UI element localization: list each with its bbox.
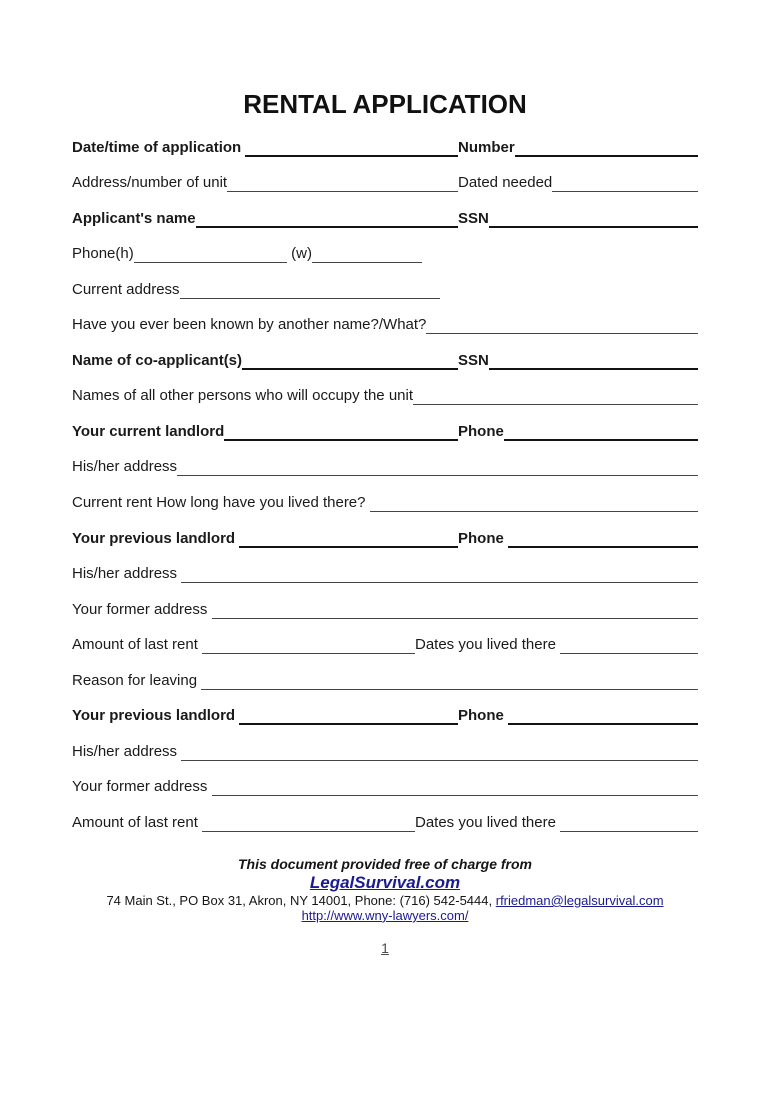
- blank-field-line[interactable]: [242, 351, 458, 370]
- footer-url-line: [72, 908, 698, 923]
- blank-field-line[interactable]: [504, 422, 698, 441]
- blank-field-line[interactable]: [239, 529, 458, 548]
- form-row-5: [72, 273, 698, 309]
- form-row-2-cell: [72, 173, 458, 192]
- form-row-11: [72, 486, 698, 522]
- blank-field-line[interactable]: [212, 777, 698, 796]
- form-row-13: [72, 558, 698, 594]
- form-row-15-cell: [415, 635, 698, 654]
- field-label: Dates you lived there: [415, 636, 561, 654]
- blank-field-line[interactable]: [552, 173, 698, 192]
- form-row-10: [72, 451, 698, 487]
- blank-field-line[interactable]: [413, 386, 698, 405]
- blank-field-line[interactable]: [227, 173, 458, 192]
- form-row-15-cell: [72, 635, 415, 654]
- blank-field-line[interactable]: [177, 457, 698, 476]
- field-label: Phone: [458, 529, 509, 547]
- field-label: His/her address: [72, 742, 182, 760]
- field-label: Address/number of unit: [72, 174, 228, 192]
- footer-address-line: [72, 893, 698, 908]
- form-row-14-cell: [72, 600, 698, 619]
- form-row-17-cell: [458, 706, 698, 725]
- blank-field-line[interactable]: [508, 529, 698, 548]
- field-label: Have you ever been known by another name?/What?: [72, 316, 427, 334]
- form-row-20: [72, 806, 698, 842]
- field-label: Names of all other persons who will occupy the unit: [72, 387, 414, 405]
- form-row-16-cell: [72, 671, 698, 690]
- form-row-1-cell: [72, 138, 458, 157]
- field-label: Your former address: [72, 778, 212, 796]
- footer-email-link[interactable]: rfriedman@legalsurvival.com: [495, 892, 664, 908]
- field-label: (w): [287, 245, 312, 263]
- form-row-2: [72, 167, 698, 203]
- footer-provided-text: This document provided free of charge from: [237, 855, 533, 872]
- form-row-13-cell: [72, 564, 698, 583]
- form-row-4-cell: [72, 244, 287, 263]
- blank-field-line[interactable]: [212, 600, 698, 619]
- form-row-19: [72, 771, 698, 807]
- form-row-7-cell: [458, 351, 698, 370]
- blank-field-line[interactable]: [201, 671, 698, 690]
- form-row-19-cell: [72, 777, 698, 796]
- form-row-1-cell: [458, 138, 698, 157]
- field-label: Dated needed: [458, 174, 553, 192]
- form-row-8: [72, 380, 698, 416]
- page-title: RENTAL APPLICATION: [243, 89, 527, 119]
- field-label: SSN: [458, 351, 489, 369]
- blank-field-line[interactable]: [515, 138, 698, 157]
- blank-field-line[interactable]: [202, 813, 415, 832]
- field-label: Phone(h): [72, 245, 134, 263]
- blank-field-line[interactable]: [489, 351, 698, 370]
- form-row-6-cell: [72, 315, 698, 334]
- blank-field-line[interactable]: [508, 706, 698, 725]
- form-row-9-cell: [458, 422, 698, 441]
- blank-field-line[interactable]: [181, 564, 698, 583]
- blank-field-line[interactable]: [134, 244, 287, 263]
- field-label: Applicant's name: [72, 209, 196, 227]
- form-row-4: [72, 238, 698, 274]
- footer-site-link[interactable]: LegalSurvival.com: [309, 872, 461, 892]
- form-row-3-cell: [72, 209, 458, 228]
- form-row-11-cell: [72, 493, 698, 512]
- form-row-4-cell: [287, 244, 422, 263]
- form-row-12-cell: [458, 529, 698, 548]
- field-label: His/her address: [72, 565, 182, 583]
- footer-url-link[interactable]: http://www.wny-lawyers.com/: [301, 907, 469, 923]
- form-row-8-cell: [72, 386, 698, 405]
- form-row-20-cell: [415, 813, 698, 832]
- blank-field-line[interactable]: [202, 635, 415, 654]
- blank-field-line[interactable]: [370, 493, 698, 512]
- field-label: Date/time of application: [72, 138, 246, 156]
- field-label: Reason for leaving: [72, 671, 202, 689]
- document-page: [0, 90, 770, 956]
- blank-field-line[interactable]: [245, 138, 458, 157]
- field-label: Phone: [458, 707, 509, 725]
- blank-field-line[interactable]: [224, 422, 458, 441]
- form-row-18-cell: [72, 742, 698, 761]
- field-label: Phone: [458, 422, 504, 440]
- form-row-9-cell: [72, 422, 458, 441]
- field-label: Your current landlord: [72, 422, 225, 440]
- blank-field-line[interactable]: [560, 813, 698, 832]
- form-row-12-cell: [72, 529, 458, 548]
- blank-field-line[interactable]: [560, 635, 698, 654]
- footer: [72, 856, 698, 923]
- field-label: Dates you lived there: [415, 813, 561, 831]
- field-label: Amount of last rent: [72, 813, 203, 831]
- form-row-1: [72, 131, 698, 167]
- blank-field-line[interactable]: [426, 315, 698, 334]
- form-row-3-cell: [458, 209, 698, 228]
- form-rows: [72, 131, 698, 842]
- field-label: Current rent How long have you lived there?: [72, 494, 370, 512]
- field-label: Your previous landlord: [72, 529, 240, 547]
- form-row-16: [72, 664, 698, 700]
- footer-address-text: 74 Main St., PO Box 31, Akron, NY 14001, Phone: (716) 542-5444,: [106, 892, 496, 908]
- blank-field-line[interactable]: [196, 209, 458, 228]
- form-row-17-cell: [72, 706, 458, 725]
- field-label: Number: [458, 138, 515, 156]
- form-row-15: [72, 629, 698, 665]
- form-row-9: [72, 415, 698, 451]
- form-row-18: [72, 735, 698, 771]
- form-row-7-cell: [72, 351, 458, 370]
- form-row-7: [72, 344, 698, 380]
- form-row-12: [72, 522, 698, 558]
- blank-field-line[interactable]: [239, 706, 458, 725]
- blank-field-line[interactable]: [180, 280, 440, 299]
- page-number: 1: [381, 939, 389, 956]
- form-row-10-cell: [72, 457, 698, 476]
- form-row-20-cell: [72, 813, 415, 832]
- form-row-2-cell: [458, 173, 698, 192]
- blank-field-line[interactable]: [181, 742, 698, 761]
- form-row-5-cell: [72, 280, 440, 299]
- field-label: His/her address: [72, 458, 178, 476]
- field-label: Name of co-applicant(s): [72, 351, 243, 369]
- form-row-3: [72, 202, 698, 238]
- field-label: Amount of last rent: [72, 636, 203, 654]
- blank-field-line[interactable]: [489, 209, 698, 228]
- field-label: Your former address: [72, 600, 212, 618]
- form-row-14: [72, 593, 698, 629]
- field-label: Your previous landlord: [72, 707, 240, 725]
- form-row-6: [72, 309, 698, 345]
- blank-field-line[interactable]: [312, 244, 422, 263]
- field-label: SSN: [458, 209, 489, 227]
- field-label: Current address: [72, 280, 180, 298]
- form-row-17: [72, 700, 698, 736]
